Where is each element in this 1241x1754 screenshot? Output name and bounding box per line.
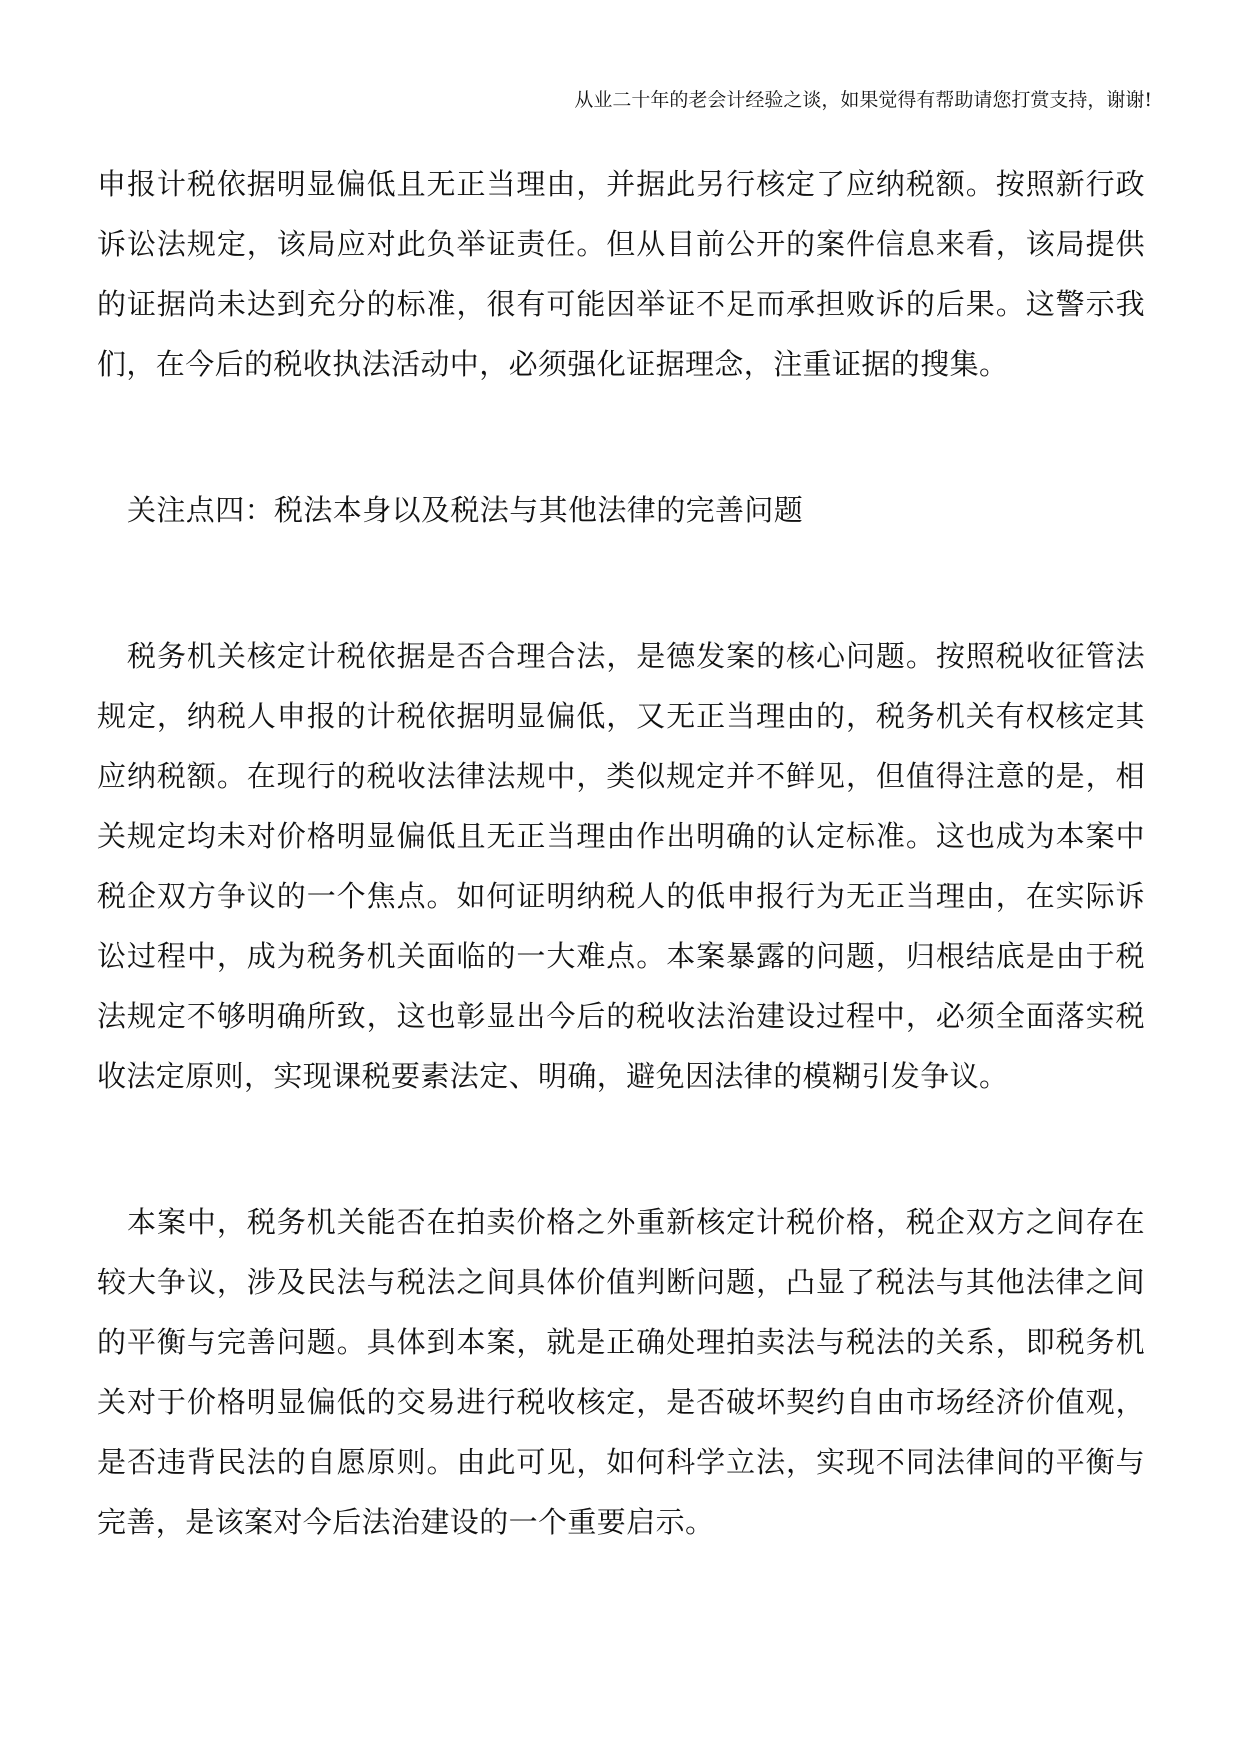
paragraph-continuation: 申报计税依据明显偏低且无正当理由，并据此另行核定了应纳税额。按照新行政诉讼法规定，该局应对此负举证责任。但从目前公开的案件信息来看，该局提供的证据尚未达到充分的标准，很有可能因举证不足而承担败诉的后果。这警示我们，在今后的税收执法活动中，必须强化证据理念，注重证据的搜集。 [97, 167, 1145, 381]
paragraph: 税务机关核定计税依据是否合理合法，是德发案的核心问题。按照税收征管法规定，纳税人申报的计税依据明显偏低，又无正当理由的，税务机关有权核定其应纳税额。在现行的税收法律法规中，类似规定并不鲜见，但值得注意的是，相关规定均未对价格明显偏低且无正当理由作出明确的认定标准。这也成为本案中税企双方争议的一个焦点。如何证明纳税人的低申报行为无正当理由，在实际诉讼过程中，成为税务机关面临的一大难点。本案暴露的问题，归根结底是由于税法规定不够明确所致，这也彰显出今后的税收法治建设过程中，必须全面落实税收法定原则，实现课税要素法定、明确，避免因法律的模糊引发争议。 [97, 639, 1145, 1093]
paragraph: 本案中，税务机关能否在拍卖价格之外重新核定计税价格，税企双方之间存在较大争议，涉及民法与税法之间具体价值判断问题，凸显了税法与其他法律之间的平衡与完善问题。具体到本案，就是正确处理拍卖法与税法的关系，即税务机关对于价格明显偏低的交易进行税收核定，是否破坏契约自由市场经济价值观，是否违背民法的自愿原则。由此可见，如何科学立法，实现不同法律间的平衡与完善，是该案对今后法治建设的一个重要启示。 [97, 1205, 1145, 1539]
header-note: 从业二十年的老会计经验之谈，如果觉得有帮助请您打赏支持，谢谢! [574, 89, 1152, 111]
paragraph-gap [97, 540, 1145, 626]
paragraph-gap [97, 394, 1145, 480]
section-heading: 关注点四：税法本身以及税法与其他法律的完善问题 [127, 493, 804, 527]
document-body [97, 154, 1145, 1552]
paragraph-gap [97, 1106, 1145, 1192]
